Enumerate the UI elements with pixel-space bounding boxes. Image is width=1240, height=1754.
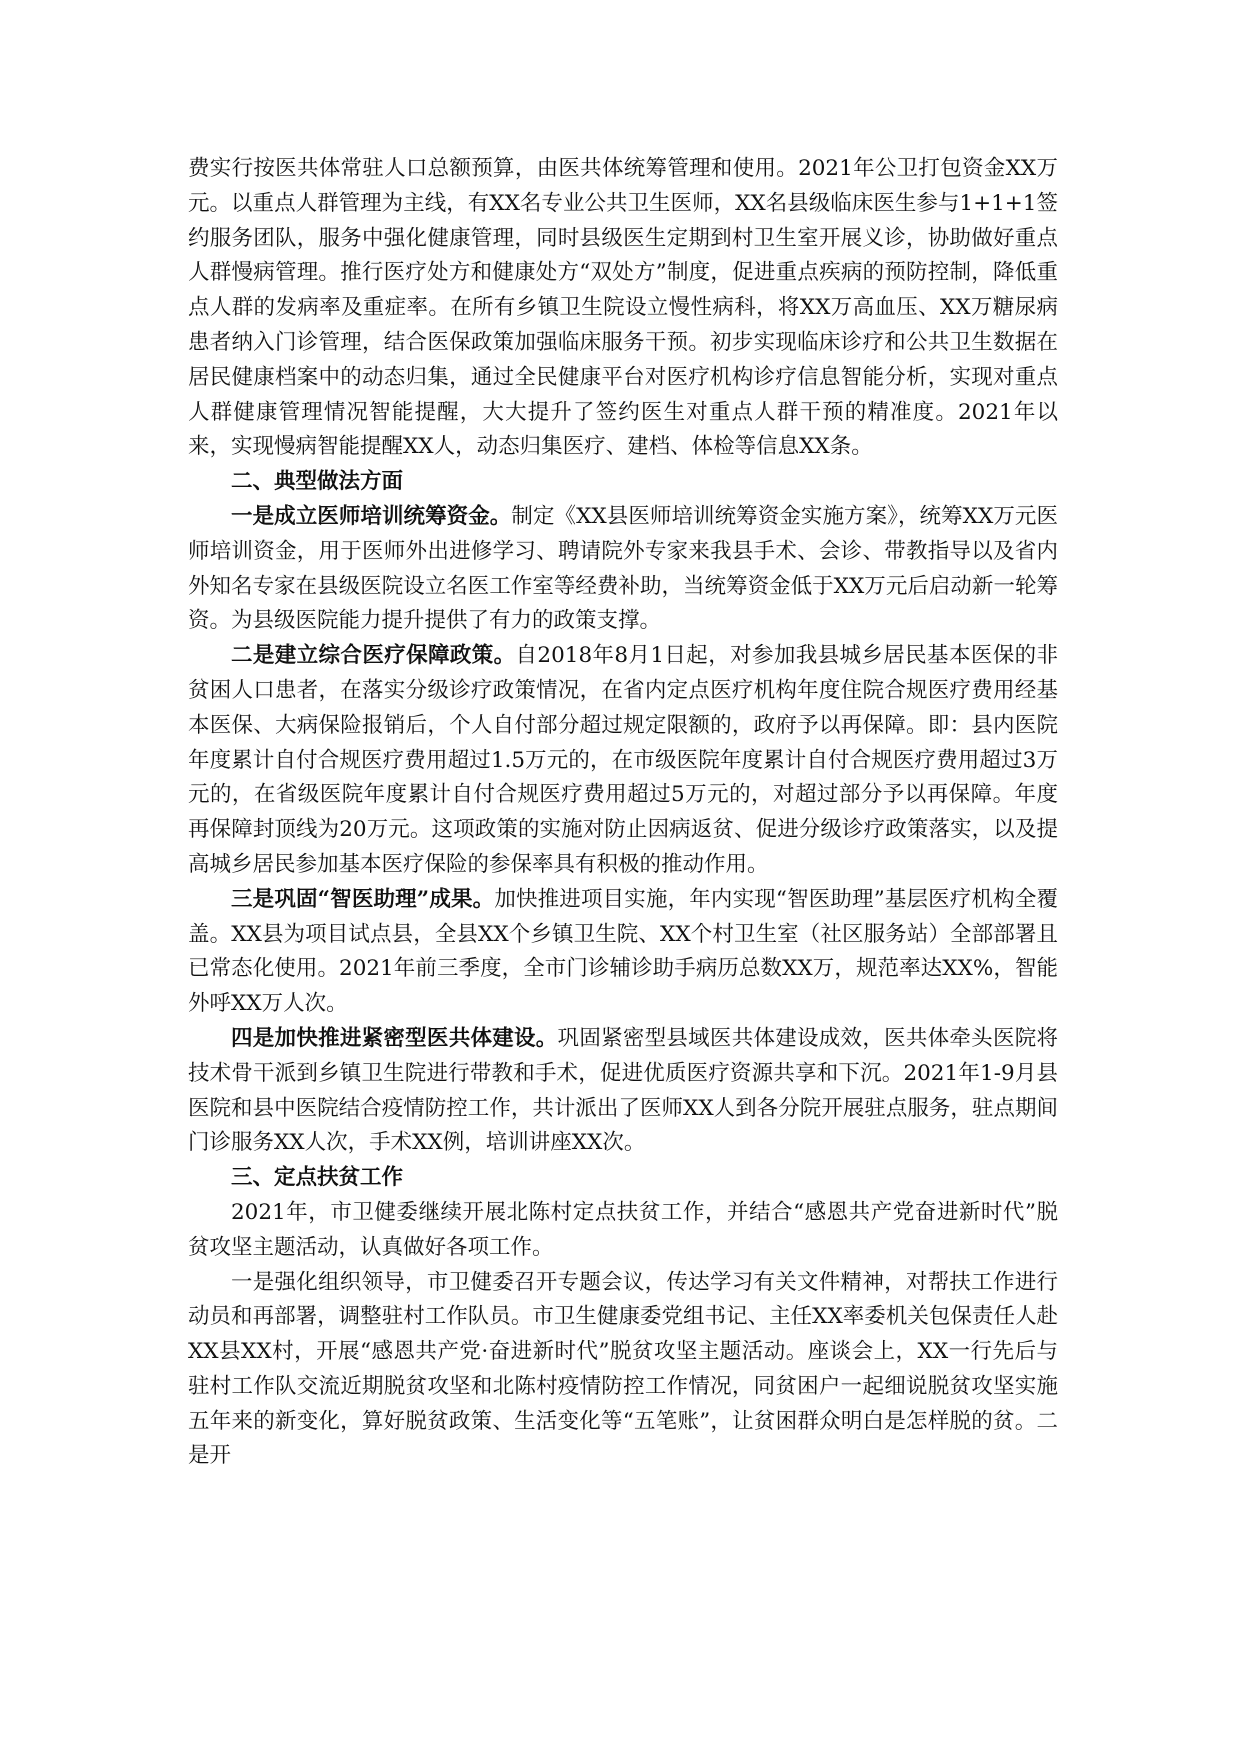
section-heading: [188, 465, 1058, 500]
paragraph-text: 制定《XX县医师培训统筹资金实施方案》，统筹XX万元医师培训资金，用于医师外出进修学习、聘请院外专家来我县手术、会诊、带教指导以及省内外知名专家在县级医院设立名医工作室等经费补助，当统筹资金低于XX万元后启动新一轮筹资。为县级医院能力提升提供了有力的政策支撑。: [188, 503, 1058, 634]
paragraph-body: [188, 1266, 1058, 1475]
paragraph-body: [188, 883, 1058, 1022]
paragraph-lead: 二是建立综合医疗保障政策。: [231, 643, 516, 669]
document-page: [188, 152, 1058, 1474]
paragraph-body: [188, 1196, 1058, 1266]
section-heading-text: 二、典型做法方面: [231, 469, 404, 495]
paragraph-text: 加快推进项目实施，年内实现“智医助理”基层医疗机构全覆盖。XX县为项目试点县，全县XX个乡镇卫生院、XX个村卫生室（社区服务站）全部部署且已常态化使用。2021年前三季度，全市门诊辅诊助手病历总数XX万，规范率达XX%，智能外呼XX万人次。: [188, 886, 1058, 1017]
paragraph-body: [188, 152, 1058, 465]
paragraph-text: 费实行按医共体常驻人口总额预算，由医共体统筹管理和使用。2021年公卫打包资金XX万元。以重点人群管理为主线，有XX名专业公共卫生医师，XX名县级临床医生参与1+1+1签约服务团队，服务中强化健康管理，同时县级医生定期到村卫生室开展义诊，协助做好重点人群慢病管理。推行医疗处方和健康处方“双处方”制度，促进重点疾病的预防控制，降低重点人群的发病率及重症率。在所有乡镇卫生院设立慢性病科，将XX万高血压、XX万糖尿病患者纳入门诊管理，结合医保政策加强临床服务干预。初步实现临床诊疗和公共卫生数据在居民健康档案中的动态归集，通过全民健康平台对医疗机构诊疗信息智能分析，实现对重点人群健康管理情况智能提醒，大大提升了签约医生对重点人群干预的精准度。2021年以来，实现慢病智能提醒XX人，动态归集医疗、建档、体检等信息XX条。: [188, 156, 1058, 460]
paragraph-body: [188, 639, 1058, 883]
section-heading: [188, 1161, 1058, 1196]
paragraph-body: [188, 1022, 1058, 1161]
paragraph-lead: 四是加快推进紧密型医共体建设。: [231, 1025, 558, 1051]
paragraph-text: 巩固紧密型县域医共体建设成效，医共体牵头医院将技术骨干派到乡镇卫生院进行带教和手术，促进优质医疗资源共享和下沉。2021年1-9月县医院和县中医院结合疫情防控工作，共计派出了医师XX人到各分院开展驻点服务，驻点期间门诊服务XX人次，手术XX例，培训讲座XX次。: [188, 1025, 1058, 1156]
section-heading-text: 三、定点扶贫工作: [231, 1165, 404, 1191]
paragraph-text: 自2018年8月1日起，对参加我县城乡居民基本医保的非贫困人口患者，在落实分级诊疗政策情况，在省内定点医疗机构年度住院合规医疗费用经基本医保、大病保险报销后，个人自付部分超过规定限额的，政府予以再保障。即：县内医院年度累计自付合规医疗费用超过1.5万元的，在市级医院年度累计自付合规医疗费用超过3万元的，在省级医院年度累计自付合规医疗费用超过5万元的，对超过部分予以再保障。年度再保障封顶线为20万元。这项政策的实施对防止因病返贫、促进分级诊疗政策落实，以及提高城乡居民参加基本医疗保险的参保率具有积极的推动作用。: [188, 643, 1058, 877]
paragraph-lead: 一是成立医师培训统筹资金。: [231, 503, 512, 529]
paragraph-text: 一是强化组织领导，市卫健委召开专题会议，传达学习有关文件精神，对帮扶工作进行动员和再部署，调整驻村工作队员。市卫生健康委党组书记、主任XX率委机关包保责任人赴XX县XX村，开展“感恩共产党·奋进新时代”脱贫攻坚主题活动。座谈会上，XX一行先后与驻村工作队交流近期脱贫攻坚和北陈村疫情防控工作情况，同贫困户一起细说脱贫攻坚实施五年来的新变化，算好脱贫政策、生活变化等“五笔账”，让贫困群众明白是怎样脱的贫。二是开: [188, 1269, 1058, 1469]
paragraph-lead: 三是巩固“智医助理”成果。: [231, 886, 495, 912]
paragraph-text: 2021年，市卫健委继续开展北陈村定点扶贫工作，并结合“感恩共产党奋进新时代”脱贫攻坚主题活动，认真做好各项工作。: [188, 1199, 1058, 1260]
paragraph-body: [188, 500, 1058, 639]
